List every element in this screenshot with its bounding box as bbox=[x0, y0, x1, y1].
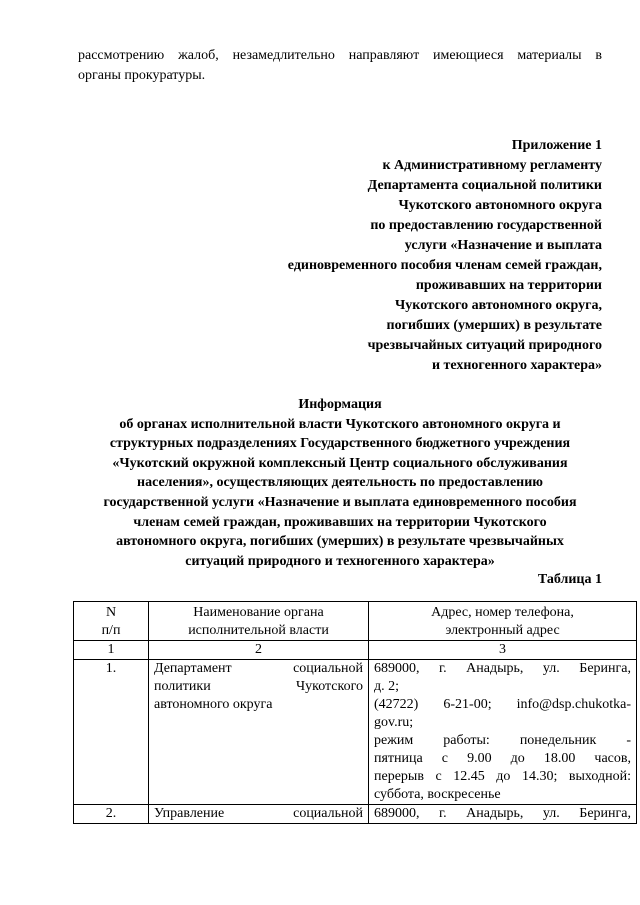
info-line: автономного округа, погибших (умерших) в результате чрезвычайных bbox=[116, 534, 564, 550]
info-line: об органах исполнительной власти Чукотского автономного округа и bbox=[119, 416, 561, 432]
cell-line: Департамент социальной bbox=[154, 661, 363, 676]
cell-line: 689000, г. Анадырь, ул. Беринга, bbox=[374, 661, 631, 676]
cell-line: политики Чукотского bbox=[154, 679, 363, 694]
cell-line: Управление социальной bbox=[154, 806, 363, 821]
authorities-table bbox=[73, 601, 637, 824]
appendix-line: по предоставлению государственной bbox=[370, 218, 602, 233]
info-line: населения», осуществляющих деятельность по предоставлению bbox=[137, 475, 543, 491]
cell-line: 689000, г. Анадырь, ул. Беринга, bbox=[374, 806, 631, 821]
appendix-line: Чукотского автономного округа, bbox=[395, 298, 602, 313]
cell-line: д. 2; bbox=[374, 679, 400, 694]
row-number: 1. bbox=[74, 660, 149, 805]
header-text: Адрес, номер телефона, bbox=[431, 605, 574, 620]
info-line: государственной услуги «Назначение и выплата единовременного пособия bbox=[103, 494, 577, 510]
appendix-line: к Административному регламенту bbox=[382, 158, 602, 173]
appendix-heading bbox=[222, 136, 602, 376]
address-cell bbox=[369, 660, 637, 805]
information-title bbox=[78, 395, 602, 571]
header-text: N bbox=[105, 605, 117, 620]
table-label: Таблица 1 bbox=[537, 572, 602, 587]
appendix-line: единовременного пособия членам семей граждан, bbox=[287, 258, 602, 273]
cell-line: gov.ru; bbox=[374, 715, 414, 730]
appendix-line: чрезвычайных ситуаций природного bbox=[367, 338, 602, 353]
address-cell bbox=[369, 805, 637, 824]
appendix-line: и техногенного характера» bbox=[431, 358, 602, 373]
info-line: Информация bbox=[298, 397, 382, 412]
header-cell-number bbox=[74, 602, 149, 641]
cell-line: пятница с 9.00 до 18.00 часов, bbox=[374, 751, 631, 766]
header-cell-name bbox=[149, 602, 369, 641]
header-text: Наименование органа bbox=[193, 605, 324, 620]
intro-paragraph bbox=[78, 46, 602, 86]
intro-line: органы прокуратуры. bbox=[78, 68, 206, 83]
header-text: п/п bbox=[101, 623, 121, 638]
column-number: 1 bbox=[74, 641, 149, 660]
intro-line: рассмотрению жалоб, незамедлительно направляют имеющиеся материалы в bbox=[78, 48, 602, 63]
header-text: электронный адрес bbox=[445, 623, 560, 638]
appendix-line: Департамента социальной политики bbox=[367, 178, 602, 193]
cell-line: (42722) 6-21-00; info@dsp.chukotka- bbox=[374, 697, 631, 712]
info-line: структурных подразделениях Государственного бюджетного учреждения bbox=[109, 436, 571, 452]
cell-line: автономного округа bbox=[154, 697, 273, 712]
authority-name-cell bbox=[149, 805, 369, 824]
cell-line: суббота, воскресенье bbox=[374, 787, 501, 802]
appendix-line: погибших (умерших) в результате bbox=[386, 318, 602, 333]
column-number: 2 bbox=[149, 641, 369, 660]
header-cell-address bbox=[369, 602, 637, 641]
appendix-line: проживавших на территории bbox=[415, 278, 602, 293]
table-header-row bbox=[74, 602, 637, 641]
appendix-line: Приложение 1 bbox=[511, 138, 602, 153]
table-row bbox=[74, 660, 637, 805]
appendix-line: услуги «Назначение и выплата bbox=[404, 238, 602, 253]
appendix-line: Чукотского автономного округа bbox=[398, 198, 602, 213]
info-line: ситуаций природного и техногенного характера» bbox=[185, 553, 495, 569]
column-number-row bbox=[74, 641, 637, 660]
column-number: 3 bbox=[369, 641, 637, 660]
header-text: исполнительной власти bbox=[188, 623, 329, 638]
table-row bbox=[74, 805, 637, 824]
row-number: 2. bbox=[74, 805, 149, 824]
cell-line: перерыв с 12.45 до 14.30; выходной: bbox=[374, 769, 631, 784]
authority-name-cell bbox=[149, 660, 369, 805]
cell-line: режим работы: понедельник - bbox=[374, 733, 631, 748]
info-line: «Чукотский окружной комплексный Центр социального обслуживания bbox=[112, 455, 568, 471]
info-line: членам семей граждан, проживавших на территории Чукотского bbox=[133, 514, 547, 530]
